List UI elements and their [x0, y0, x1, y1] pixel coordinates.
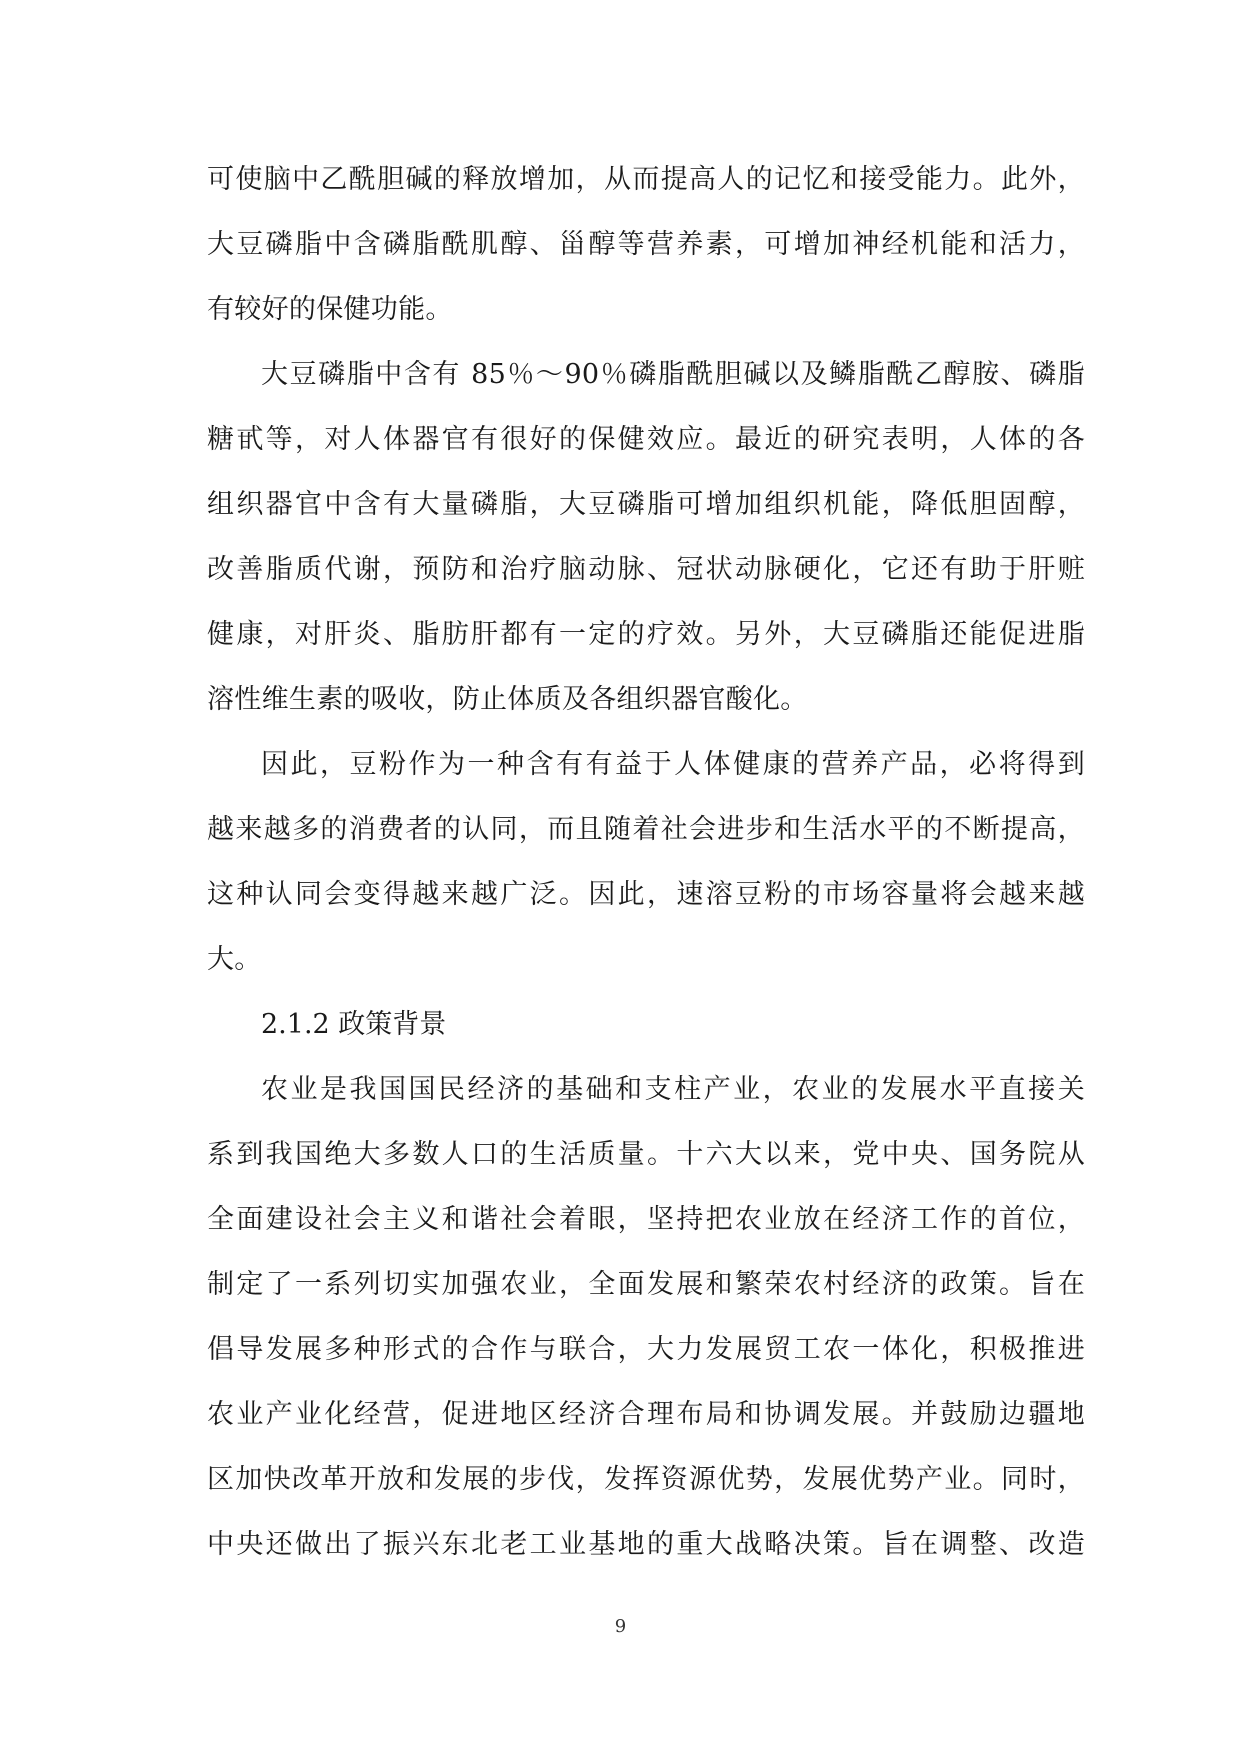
- text-line: 有较好的保健功能。: [207, 294, 453, 325]
- paragraph-2: [207, 342, 1085, 732]
- text-line: 农业是我国国民经济的基础和支柱产业，农业的发展水平直接关: [261, 1074, 1085, 1105]
- text-line: 这种认同会变得越来越广泛。因此，速溶豆粉的市场容量将会越来越: [207, 879, 1085, 910]
- text-line: 组织器官中含有大量磷脂，大豆磷脂可增加组织机能，降低胆固醇，: [207, 489, 1085, 520]
- text-line: 糖甙等，对人体器官有很好的保健效应。最近的研究表明，人体的各: [207, 424, 1085, 455]
- paragraph-4: [207, 1057, 1085, 1577]
- text-line: 可使脑中乙酰胆碱的释放增加，从而提高人的记忆和接受能力。此外，: [207, 164, 1085, 195]
- text-line: 溶性维生素的吸收，防止体质及各组织器官酸化。: [207, 684, 808, 715]
- section-heading: 2.1.2 政策背景: [261, 1009, 447, 1040]
- text-line: 全面建设社会主义和谐社会着眼，坚持把农业放在经济工作的首位，: [207, 1204, 1085, 1235]
- text-line: 系到我国绝大多数人口的生活质量。十六大以来，党中央、国务院从: [207, 1139, 1085, 1170]
- text-line: 大豆磷脂中含磷脂酰肌醇、甾醇等营养素，可增加神经机能和活力，: [207, 229, 1085, 260]
- text-line: 中央还做出了振兴东北老工业基地的重大战略决策。旨在调整、改造: [207, 1529, 1085, 1560]
- text-line: 农业产业化经营，促进地区经济合理布局和协调发展。并鼓励边疆地: [207, 1399, 1085, 1430]
- paragraph-1: [207, 147, 1085, 342]
- text-line: 大豆磷脂中含有 85％～90％磷脂酰胆碱以及鳞脂酰乙醇胺、磷脂: [261, 359, 1085, 390]
- text-line: 倡导发展多种形式的合作与联合，大力发展贸工农一体化，积极推进: [207, 1334, 1085, 1365]
- paragraph-3: [207, 732, 1085, 992]
- text-line: 改善脂质代谢，预防和治疗脑动脉、冠状动脉硬化，它还有助于肝赃: [207, 554, 1085, 585]
- text-line: 区加快改革开放和发展的步伐，发挥资源优势，发展优势产业。同时，: [207, 1464, 1085, 1495]
- page-number: 9: [614, 1616, 627, 1637]
- body-text: [207, 147, 1085, 1577]
- text-line: 因此，豆粉作为一种含有有益于人体健康的营养产品，必将得到: [261, 749, 1085, 780]
- text-line: 制定了一系列切实加强农业，全面发展和繁荣农村经济的政策。旨在: [207, 1269, 1085, 1300]
- text-line: 越来越多的消费者的认同，而且随着社会进步和生活水平的不断提高，: [207, 814, 1085, 845]
- text-line: 大。: [207, 944, 262, 975]
- text-line: 健康，对肝炎、脂肪肝都有一定的疗效。另外，大豆磷脂还能促进脂: [207, 619, 1085, 650]
